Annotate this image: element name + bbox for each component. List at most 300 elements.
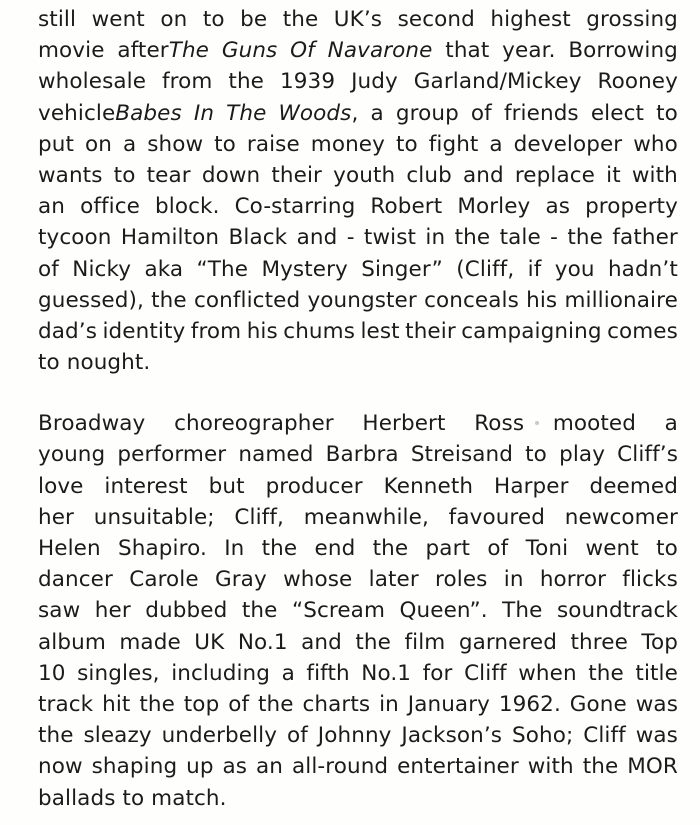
- word: [636, 689, 678, 720]
- word: [456, 254, 514, 285]
- word-text: fight: [428, 131, 479, 157]
- word: [242, 595, 278, 626]
- word: [226, 98, 266, 129]
- word: [38, 408, 145, 439]
- word: [464, 658, 507, 689]
- word-text: from: [162, 69, 213, 95]
- word: [279, 98, 359, 129]
- word: [38, 4, 76, 35]
- word-text: when: [518, 660, 577, 686]
- word-text: meanwhile,: [303, 504, 429, 530]
- paragraph-gap: [38, 378, 678, 408]
- word-text: on: [160, 7, 188, 32]
- word: [333, 160, 395, 191]
- word-text: deemed: [589, 473, 678, 499]
- word: [540, 564, 606, 595]
- word-text: a: [489, 131, 503, 157]
- film-title-word: In: [193, 100, 215, 126]
- text-line: [38, 254, 678, 285]
- word: [404, 627, 445, 658]
- word-text: Soho;: [512, 723, 574, 749]
- word-text: campaigning: [461, 318, 602, 344]
- word: [228, 689, 249, 720]
- word: [197, 254, 249, 285]
- text-line: [38, 439, 678, 470]
- word-text: the: [372, 536, 409, 561]
- word: [555, 254, 595, 285]
- word-text: part: [425, 536, 471, 561]
- word: [203, 4, 225, 35]
- word-text: and: [301, 629, 342, 655]
- word: [102, 689, 130, 720]
- word: [38, 533, 101, 564]
- word-text: track: [38, 691, 94, 717]
- word: [83, 720, 151, 751]
- word-text: friends: [503, 100, 579, 126]
- word-text: dancer: [38, 567, 113, 593]
- word: [256, 751, 283, 782]
- word: [117, 35, 209, 66]
- word: [641, 627, 678, 658]
- word: [191, 316, 241, 347]
- word-text: to: [202, 7, 225, 32]
- word-text: love: [38, 473, 84, 499]
- text-line: [38, 222, 678, 253]
- word: [425, 222, 445, 253]
- word: [194, 285, 300, 316]
- word: [632, 160, 678, 191]
- text-line: [38, 751, 678, 782]
- word-text: down: [201, 162, 261, 188]
- word-text: as: [545, 194, 571, 220]
- word-text: the: [588, 660, 624, 686]
- word-text: 1962.: [498, 691, 561, 717]
- word-text: Co-starring: [234, 194, 356, 220]
- word-text: Harper: [494, 473, 569, 499]
- word-text: dad’s: [38, 318, 98, 344]
- word: [290, 35, 315, 66]
- word: [214, 129, 236, 160]
- word: [228, 66, 264, 97]
- word: [139, 689, 175, 720]
- word-text: including: [171, 660, 271, 686]
- word-text: “The: [196, 256, 249, 282]
- word: [364, 222, 416, 253]
- word: [292, 595, 385, 626]
- word: [94, 502, 215, 533]
- word: [362, 408, 445, 439]
- word: [38, 595, 80, 626]
- word: [627, 751, 678, 782]
- word-text: Judy: [351, 69, 398, 95]
- word-text: flicks: [622, 567, 678, 593]
- word: [85, 129, 112, 160]
- word-text: was: [635, 723, 678, 749]
- text-segment: ballads to match.: [38, 785, 227, 811]
- word-text: a: [281, 660, 295, 686]
- word: [162, 720, 278, 751]
- word-text: to: [214, 131, 236, 157]
- word-text: Barbra: [325, 442, 399, 468]
- film-title-word: Woods: [278, 100, 352, 126]
- word-text: fifth: [306, 660, 350, 686]
- word: [171, 658, 270, 689]
- word-text: Helen: [38, 536, 101, 561]
- word-text: year.: [502, 38, 556, 64]
- word-text: all-round: [291, 754, 389, 780]
- word: [461, 316, 601, 347]
- word: [499, 689, 561, 720]
- word-text: elect: [590, 100, 645, 126]
- word-text: The: [502, 598, 543, 624]
- word: [234, 502, 284, 533]
- word: [361, 254, 443, 285]
- word-text: album: [38, 629, 106, 655]
- word: [400, 595, 488, 626]
- word: [147, 160, 191, 191]
- word-text: Broadway: [38, 411, 146, 437]
- word-text: “Scream: [291, 598, 385, 624]
- word-text: and: [296, 225, 338, 251]
- word: [557, 595, 678, 626]
- word-text: twist: [363, 225, 417, 251]
- word: [500, 222, 541, 253]
- text-line: [38, 408, 678, 439]
- word-text: to: [395, 131, 418, 157]
- word: [92, 751, 178, 782]
- word: [379, 689, 399, 720]
- word-text: January: [407, 691, 490, 717]
- word-text: the: [38, 723, 74, 749]
- word-text: Carole: [129, 567, 199, 593]
- word-text: tycoon: [38, 225, 112, 251]
- paragraph-1: [38, 4, 678, 378]
- word-text: youth: [333, 162, 396, 188]
- word-text: in: [503, 567, 524, 593]
- word-text: favoured: [448, 504, 545, 530]
- word: [283, 316, 355, 347]
- word-text: Garland/Mickey: [413, 69, 582, 95]
- word-text: Top: [641, 629, 678, 655]
- word: [526, 285, 557, 316]
- word: [408, 689, 490, 720]
- word-text: as: [222, 754, 248, 780]
- word: [586, 533, 639, 564]
- word-text: ,: [351, 100, 359, 126]
- word: [607, 316, 678, 347]
- word: [306, 658, 349, 689]
- text-line: [38, 129, 678, 160]
- word: [102, 316, 185, 347]
- word: [38, 222, 112, 253]
- word: [247, 316, 278, 347]
- word-text: highest: [490, 7, 571, 32]
- word: [504, 564, 524, 595]
- word-text: was: [635, 691, 678, 717]
- word: [311, 129, 385, 160]
- word-text: you: [554, 256, 595, 282]
- word-text: vehicle: [38, 100, 116, 126]
- word-text: the: [282, 7, 319, 32]
- word-text: No.1: [237, 629, 288, 655]
- word-text: conflicted: [193, 287, 301, 313]
- word: [405, 316, 456, 347]
- word: [247, 129, 300, 160]
- word: [545, 191, 570, 222]
- word: [567, 222, 603, 253]
- word-text: her: [94, 598, 131, 624]
- word: [528, 254, 542, 285]
- word: [302, 689, 370, 720]
- word: [459, 627, 557, 658]
- text-line: [38, 720, 678, 751]
- word: [515, 160, 595, 191]
- word-text: identity: [102, 318, 186, 344]
- word: [606, 160, 621, 191]
- word: [553, 408, 636, 439]
- film-title-word: Of: [290, 38, 315, 64]
- word-text: Streisand: [410, 442, 514, 468]
- word: [570, 689, 627, 720]
- word-text: to: [525, 442, 547, 468]
- word-text: interest: [104, 473, 188, 499]
- word-text: Ross: [474, 411, 525, 437]
- word: [583, 751, 619, 782]
- word-text: Toni: [525, 536, 569, 561]
- word: [455, 222, 491, 253]
- word-text: of: [286, 723, 308, 749]
- word: [119, 627, 180, 658]
- word: [489, 129, 502, 160]
- word-text: the: [567, 225, 603, 251]
- word-text: No.1: [361, 660, 412, 686]
- word-text: underbelly: [161, 723, 278, 749]
- word: [104, 471, 187, 502]
- word: [369, 564, 419, 595]
- word: [38, 658, 66, 689]
- word: [583, 720, 626, 751]
- word: [304, 502, 429, 533]
- word-text: MOR: [627, 754, 678, 780]
- word-text: show: [147, 131, 204, 157]
- word: [347, 222, 355, 253]
- word-text: the: [454, 225, 491, 251]
- word: [622, 564, 678, 595]
- word: [528, 751, 574, 782]
- word-text: tale: [499, 225, 541, 251]
- word: [588, 658, 624, 689]
- word: [160, 4, 187, 35]
- word: [396, 98, 459, 129]
- word: [550, 222, 558, 253]
- word: [514, 129, 623, 160]
- word-text: second: [397, 7, 475, 32]
- word: [194, 98, 214, 129]
- word: [123, 129, 136, 160]
- film-title-word: The: [168, 38, 210, 64]
- word: [518, 658, 576, 689]
- word-text: grossing: [586, 7, 678, 32]
- word-text: chums: [283, 318, 355, 344]
- word: [80, 191, 140, 222]
- text-line: [38, 160, 678, 191]
- word: [38, 627, 106, 658]
- word-text: Herbert: [362, 411, 446, 437]
- word-text: a: [122, 131, 137, 157]
- word: [355, 627, 391, 658]
- word-text: Robert: [370, 194, 443, 220]
- word-text: of: [228, 691, 250, 717]
- word-text: three: [570, 629, 628, 655]
- word: [155, 191, 219, 222]
- word: [38, 471, 83, 502]
- word: [328, 35, 433, 66]
- word-text: Borrowing: [568, 38, 678, 64]
- text-line: [38, 4, 678, 35]
- word: [38, 316, 97, 347]
- word: [315, 533, 356, 564]
- text-line: [38, 595, 678, 626]
- word-text: later: [368, 567, 419, 593]
- word: [612, 222, 677, 253]
- word: [266, 471, 363, 502]
- word-text: Gray: [214, 567, 267, 593]
- text-line: [38, 689, 678, 720]
- text-line: [38, 191, 678, 222]
- word: [38, 129, 74, 160]
- word-text: now: [38, 754, 83, 780]
- word-text: performer: [117, 442, 227, 468]
- word: [656, 98, 678, 129]
- word-text: Johnny: [317, 723, 392, 749]
- word-text: on: [84, 131, 112, 157]
- word: [184, 689, 220, 720]
- word-text: conceals: [424, 287, 519, 313]
- word: [287, 720, 308, 751]
- word-text: his: [246, 318, 278, 344]
- word-text: Shapiro.: [118, 536, 207, 561]
- word: [38, 502, 74, 533]
- word-text: producer: [265, 473, 363, 499]
- word-text: money: [310, 131, 385, 157]
- word-text: movie: [38, 38, 105, 64]
- word: [617, 439, 678, 470]
- paragraph-2: [38, 408, 678, 813]
- text-line: [38, 35, 678, 66]
- word-text: choreographer: [174, 411, 334, 437]
- word-text: whose: [283, 567, 353, 593]
- word-text: mooted: [552, 411, 636, 437]
- word: [326, 439, 399, 470]
- word-text: of: [470, 100, 492, 126]
- word: [608, 254, 678, 285]
- word: [38, 439, 105, 470]
- word-text: named: [238, 442, 314, 468]
- word-text: top: [183, 691, 220, 717]
- word-text: if: [527, 256, 542, 282]
- word-text: end: [314, 536, 356, 561]
- film-title-word: Babes: [115, 100, 182, 126]
- word-text: developer: [513, 131, 623, 157]
- word-text: from: [190, 318, 242, 344]
- text-line: [38, 783, 678, 814]
- word-text: to: [656, 100, 678, 126]
- word: [371, 98, 384, 129]
- word: [585, 191, 678, 222]
- word-text: newcomer: [564, 504, 678, 530]
- word-text: film: [404, 629, 446, 655]
- word-text: Jackson’s: [401, 723, 503, 749]
- word: [396, 129, 418, 160]
- word-text: it: [606, 162, 621, 188]
- word-text: millionaire: [564, 287, 678, 313]
- word-text: wants: [38, 162, 103, 188]
- word: [162, 66, 212, 97]
- word: [95, 595, 131, 626]
- word-text: Kenneth: [383, 473, 474, 499]
- word-text: the: [582, 754, 619, 780]
- word-text: block.: [155, 194, 220, 220]
- word: [202, 160, 260, 191]
- text-line: [38, 66, 678, 97]
- word-text: to: [113, 162, 136, 188]
- word: [38, 191, 65, 222]
- word-text: -: [346, 225, 355, 251]
- word-text: with: [631, 162, 678, 188]
- word: [598, 66, 678, 97]
- text-line: [38, 285, 678, 316]
- word-text: young: [38, 442, 106, 468]
- word: [502, 595, 542, 626]
- word-text: the: [355, 629, 391, 655]
- word: [151, 285, 187, 316]
- word: [490, 4, 570, 35]
- word-text: who: [633, 131, 678, 157]
- word: [222, 35, 278, 66]
- word-text: an: [38, 194, 66, 220]
- word: [424, 285, 519, 316]
- word-text: Nicky: [72, 256, 132, 282]
- word: [144, 254, 183, 285]
- word-text: Queen”.: [399, 598, 488, 624]
- word-text: the: [151, 287, 187, 313]
- word-text: title: [635, 660, 678, 686]
- word: [512, 720, 573, 751]
- text-segment: to nought.: [38, 350, 151, 376]
- word-text: be: [240, 7, 268, 32]
- word-text: of: [38, 256, 59, 282]
- word: [240, 4, 267, 35]
- word-text: replace: [514, 162, 595, 188]
- word: [38, 564, 113, 595]
- word-text: went: [585, 536, 639, 561]
- word: [117, 439, 226, 470]
- word: [72, 254, 131, 285]
- word: [471, 98, 492, 129]
- text-line: [38, 502, 678, 533]
- word: [457, 191, 530, 222]
- word-text: that: [445, 38, 490, 64]
- word-text: dubbed: [145, 598, 228, 624]
- word: [463, 160, 504, 191]
- word: [360, 316, 399, 347]
- text-line: [38, 564, 678, 595]
- word-text: hadn’t: [607, 256, 678, 282]
- word-text: in: [379, 691, 399, 717]
- word: [262, 533, 298, 564]
- word-text: -: [550, 225, 559, 251]
- word: [38, 66, 146, 97]
